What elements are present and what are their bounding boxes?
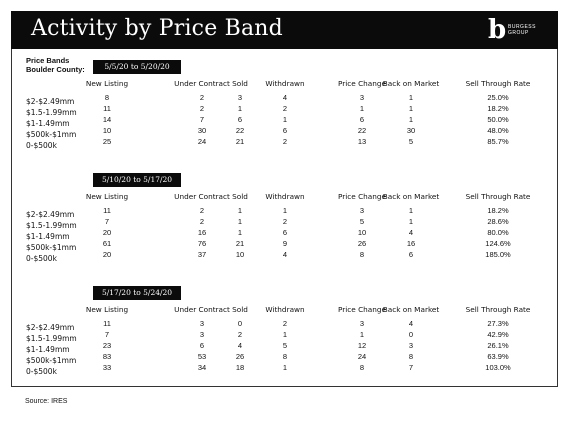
table-cell: 5 [282, 341, 288, 350]
table-cell: 42.9% [487, 330, 509, 339]
table-cell: 1 [359, 330, 365, 339]
table-cell: 2 [282, 104, 288, 113]
title-bar [11, 11, 558, 49]
table-cell: 1 [282, 330, 288, 339]
price-bands-label-line-2: Boulder County: [26, 65, 85, 74]
table-cell: 12 [357, 341, 367, 350]
column-header: Sell Through Rate [465, 192, 531, 201]
column-header: Under Contract [174, 305, 230, 314]
price-band-row-label: 0-$500k [26, 141, 57, 150]
table-cell: 11 [103, 104, 111, 113]
column-header: Under Contract [174, 192, 230, 201]
price-band-row-label: $1.5-1.99mm [26, 108, 77, 117]
column-header: New Listing [85, 192, 129, 201]
price-band-row-label: $1-1.49mm [26, 119, 70, 128]
table-cell: 2 [282, 137, 288, 146]
table-cell: 20 [102, 250, 112, 259]
table-cell: 4 [408, 228, 414, 237]
table-cell: 18 [235, 363, 245, 372]
table-cell: 28.6% [487, 217, 509, 226]
table-cell: 2 [199, 104, 205, 113]
table-cell: 6 [408, 250, 414, 259]
price-band-row-label: 0-$500k [26, 367, 57, 376]
table-cell: 1 [282, 363, 288, 372]
table-cell: 1 [408, 93, 414, 102]
table-cell: 50.0% [487, 115, 509, 124]
table-cell: 124.6% [485, 239, 511, 248]
price-band-row-label: $2-$2.49mm [26, 97, 75, 106]
table-cell: 7 [104, 217, 110, 226]
table-cell: 23 [102, 341, 112, 350]
column-header: Price Change [337, 79, 387, 88]
column-header: Back on Market [382, 192, 440, 201]
table-cell: 85.7% [487, 137, 509, 146]
table-cell: 30 [406, 126, 416, 135]
table-cell: 1 [408, 104, 414, 113]
table-cell: 2 [282, 319, 288, 328]
table-cell: 26 [357, 239, 367, 248]
table-cell: 5 [408, 137, 414, 146]
column-header: New Listing [85, 305, 129, 314]
table-cell: 24 [357, 352, 367, 361]
table-cell: 21 [235, 137, 245, 146]
table-cell: 26.1% [487, 341, 509, 350]
table-cell: 10 [357, 228, 367, 237]
table-cell: 10 [235, 250, 245, 259]
table-cell: 25 [102, 137, 112, 146]
column-header: Withdrawn [265, 192, 305, 201]
column-header: Sell Through Rate [465, 79, 531, 88]
table-cell: 18.2% [487, 104, 509, 113]
table-cell: 20 [102, 228, 112, 237]
table-cell: 27.3% [487, 319, 509, 328]
brand-logo [480, 15, 540, 45]
table-cell: 2 [199, 93, 205, 102]
table-cell: 7 [199, 115, 205, 124]
table-cell: 1 [237, 228, 243, 237]
table-cell: 6 [359, 115, 365, 124]
table-cell: 0 [408, 330, 414, 339]
table-cell: 3 [199, 319, 205, 328]
table-cell: 21 [235, 239, 245, 248]
table-cell: 11 [103, 206, 111, 215]
table-cell: 1 [282, 206, 288, 215]
column-header: Withdrawn [265, 305, 305, 314]
table-cell: 8 [359, 250, 365, 259]
column-header: Withdrawn [265, 79, 305, 88]
table-cell: 33 [102, 363, 112, 372]
table-cell: 30 [197, 126, 207, 135]
table-cell: 34 [197, 363, 207, 372]
price-band-row-label: $1-1.49mm [26, 232, 70, 241]
price-band-row-label: $1.5-1.99mm [26, 334, 77, 343]
table-cell: 2 [199, 206, 205, 215]
column-header: New Listing [85, 79, 129, 88]
table-cell: 1 [282, 115, 288, 124]
price-band-row-label: $500k-$1mm [26, 356, 77, 365]
price-band-row-label: $2-$2.49mm [26, 323, 75, 332]
table-cell: 8 [104, 93, 110, 102]
table-cell: 3 [359, 206, 365, 215]
table-cell: 24 [197, 137, 207, 146]
table-cell: 1 [237, 217, 243, 226]
table-cell: 7 [408, 363, 414, 372]
table-cell: 26 [235, 352, 245, 361]
table-cell: 1 [237, 104, 243, 113]
table-cell: 1 [408, 115, 414, 124]
table-cell: 1 [408, 206, 414, 215]
table-cell: 2 [282, 217, 288, 226]
table-cell: 6 [282, 126, 288, 135]
table-cell: 8 [408, 352, 414, 361]
table-cell: 13 [357, 137, 367, 146]
column-header: Back on Market [382, 305, 440, 314]
table-cell: 1 [408, 217, 414, 226]
page-title: Activity by Price Band [31, 16, 283, 41]
column-header: Back on Market [382, 79, 440, 88]
price-band-row-label: $1.5-1.99mm [26, 221, 77, 230]
table-cell: 63.9% [487, 352, 509, 361]
table-cell: 8 [359, 363, 365, 372]
logo-text-line-2: GROUP [508, 30, 529, 36]
column-header: Sold [232, 192, 248, 201]
table-cell: 3 [359, 319, 365, 328]
table-cell: 61 [102, 239, 112, 248]
logo-text-line-1: BURGESS [508, 24, 536, 30]
table-cell: 4 [282, 93, 288, 102]
table-cell: 16 [406, 239, 416, 248]
table-cell: 6 [199, 341, 205, 350]
logo-text [508, 24, 536, 36]
column-header: Price Change [337, 192, 387, 201]
table-cell: 6 [237, 115, 243, 124]
column-header: Sold [232, 79, 248, 88]
table-cell: 11 [103, 319, 111, 328]
column-header: Sold [232, 305, 248, 314]
table-cell: 37 [197, 250, 207, 259]
table-cell: 1 [359, 104, 365, 113]
table-cell: 4 [237, 341, 243, 350]
table-cell: 25.0% [487, 93, 509, 102]
table-cell: 3 [237, 93, 243, 102]
table-cell: 8 [282, 352, 288, 361]
table-cell: 9 [282, 239, 288, 248]
table-cell: 4 [408, 319, 414, 328]
table-cell: 2 [199, 217, 205, 226]
price-bands-label [26, 56, 85, 74]
price-band-row-label: $1-1.49mm [26, 345, 70, 354]
table-cell: 22 [357, 126, 367, 135]
table-cell: 22 [235, 126, 245, 135]
table-cell: 0 [237, 319, 243, 328]
table-cell: 3 [199, 330, 205, 339]
table-cell: 7 [104, 330, 110, 339]
table-cell: 103.0% [485, 363, 511, 372]
table-cell: 3 [408, 341, 414, 350]
table-cell: 53 [197, 352, 207, 361]
table-cell: 76 [197, 239, 207, 248]
table-cell: 10 [102, 126, 112, 135]
table-cell: 83 [102, 352, 112, 361]
table-cell: 48.0% [487, 126, 509, 135]
column-header: Sell Through Rate [465, 305, 531, 314]
table-cell: 18.2% [487, 206, 509, 215]
logo-mark-icon: b [488, 15, 507, 45]
price-band-row-label: $500k-$1mm [26, 130, 77, 139]
date-range-badge: 5/17/20 to 5/24/20 [93, 286, 181, 300]
price-band-row-label: $2-$2.49mm [26, 210, 75, 219]
table-cell: 5 [359, 217, 365, 226]
table-cell: 14 [102, 115, 112, 124]
source-note: Source: IRES [25, 398, 68, 405]
price-bands-label-line-1: Price Bands [26, 56, 70, 65]
date-range-badge: 5/5/20 to 5/20/20 [93, 60, 181, 74]
table-cell: 185.0% [485, 250, 511, 259]
table-cell: 1 [237, 206, 243, 215]
table-cell: 2 [237, 330, 243, 339]
date-range-badge: 5/10/20 to 5/17/20 [93, 173, 181, 187]
column-header: Under Contract [174, 79, 230, 88]
table-cell: 16 [197, 228, 207, 237]
table-cell: 6 [282, 228, 288, 237]
price-band-row-label: 0-$500k [26, 254, 57, 263]
column-header: Price Change [337, 305, 387, 314]
price-band-row-label: $500k-$1mm [26, 243, 77, 252]
table-cell: 4 [282, 250, 288, 259]
table-cell: 3 [359, 93, 365, 102]
table-cell: 80.0% [487, 228, 509, 237]
